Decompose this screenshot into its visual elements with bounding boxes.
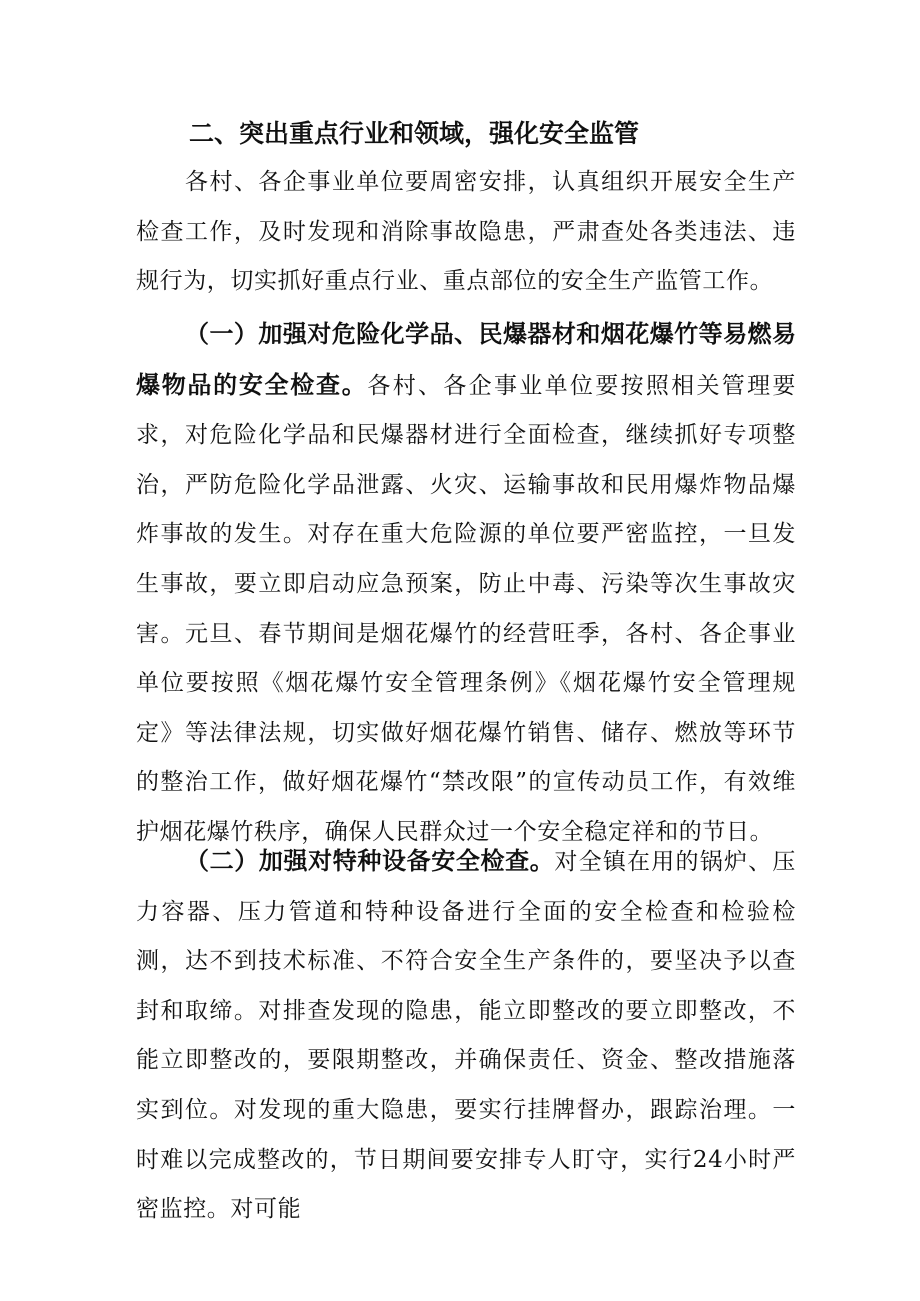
item-body-1: 各村、各企事业单位要按照相关管理要求，对危险化学品和民爆器材进行全面检查，继续抓好专项整治，严防危险化学品泄露、火灾、运输事故和民用爆炸物品爆炸事故的发生。对存在重大危险源的单位要严密监控，一旦发生事故，要立即启动应急预案，防止中毒、污染等次生事故灾害。元旦、春节期间是烟花爆竹的经营旺季，各村、各企事业单位要按照《烟花爆竹安全管理条例》《烟花爆竹安全管理规定》等法律法规，切实做好烟花爆竹销售、储存、燃放等环节的整治工作，做好烟花爆竹“禁改限”的宣传动员工作，有效维护烟花爆竹秩序，确保人民群众过一个安全稳定祥和的节日。	[136, 372, 796, 845]
item-heading-2: （二）加强对特种设备安全检查。	[185, 847, 555, 875]
item-heading-1: （一）加强对危险化学品、民爆器材和烟花爆竹等易燃易爆物品的安全检查。	[136, 320, 796, 399]
item-body-2: 对全镇在用的锅炉、压力容器、压力管道和特种设备进行全面的安全检查和检验检测，达不到技术标准、不符合安全生产条件的，要坚决予以查封和取缔。对排查发现的隐患，能立即整改的要立即整改，不能立即整改的，要限期整改，并确保责任、资金、整改措施落实到位。对发现的重大隐患，要实行挂牌督办，跟踪治理。一时难以完成整改的，节日期间要安排专人盯守，实行24小时严密监控。对可能	[136, 849, 796, 1223]
section-heading: 二、突出重点行业和领域，强化安全监管	[189, 119, 640, 148]
item-paragraph-1	[136, 310, 796, 858]
item-paragraph-2	[136, 837, 796, 1235]
intro-paragraph: 各村、各企事业单位要周密安排，认真组织开展安全生产检查工作，及时发现和消除事故隐患，严肃查处各类违法、违规行为，切实抓好重点行业、重点部位的安全生产监管工作。	[136, 169, 796, 295]
